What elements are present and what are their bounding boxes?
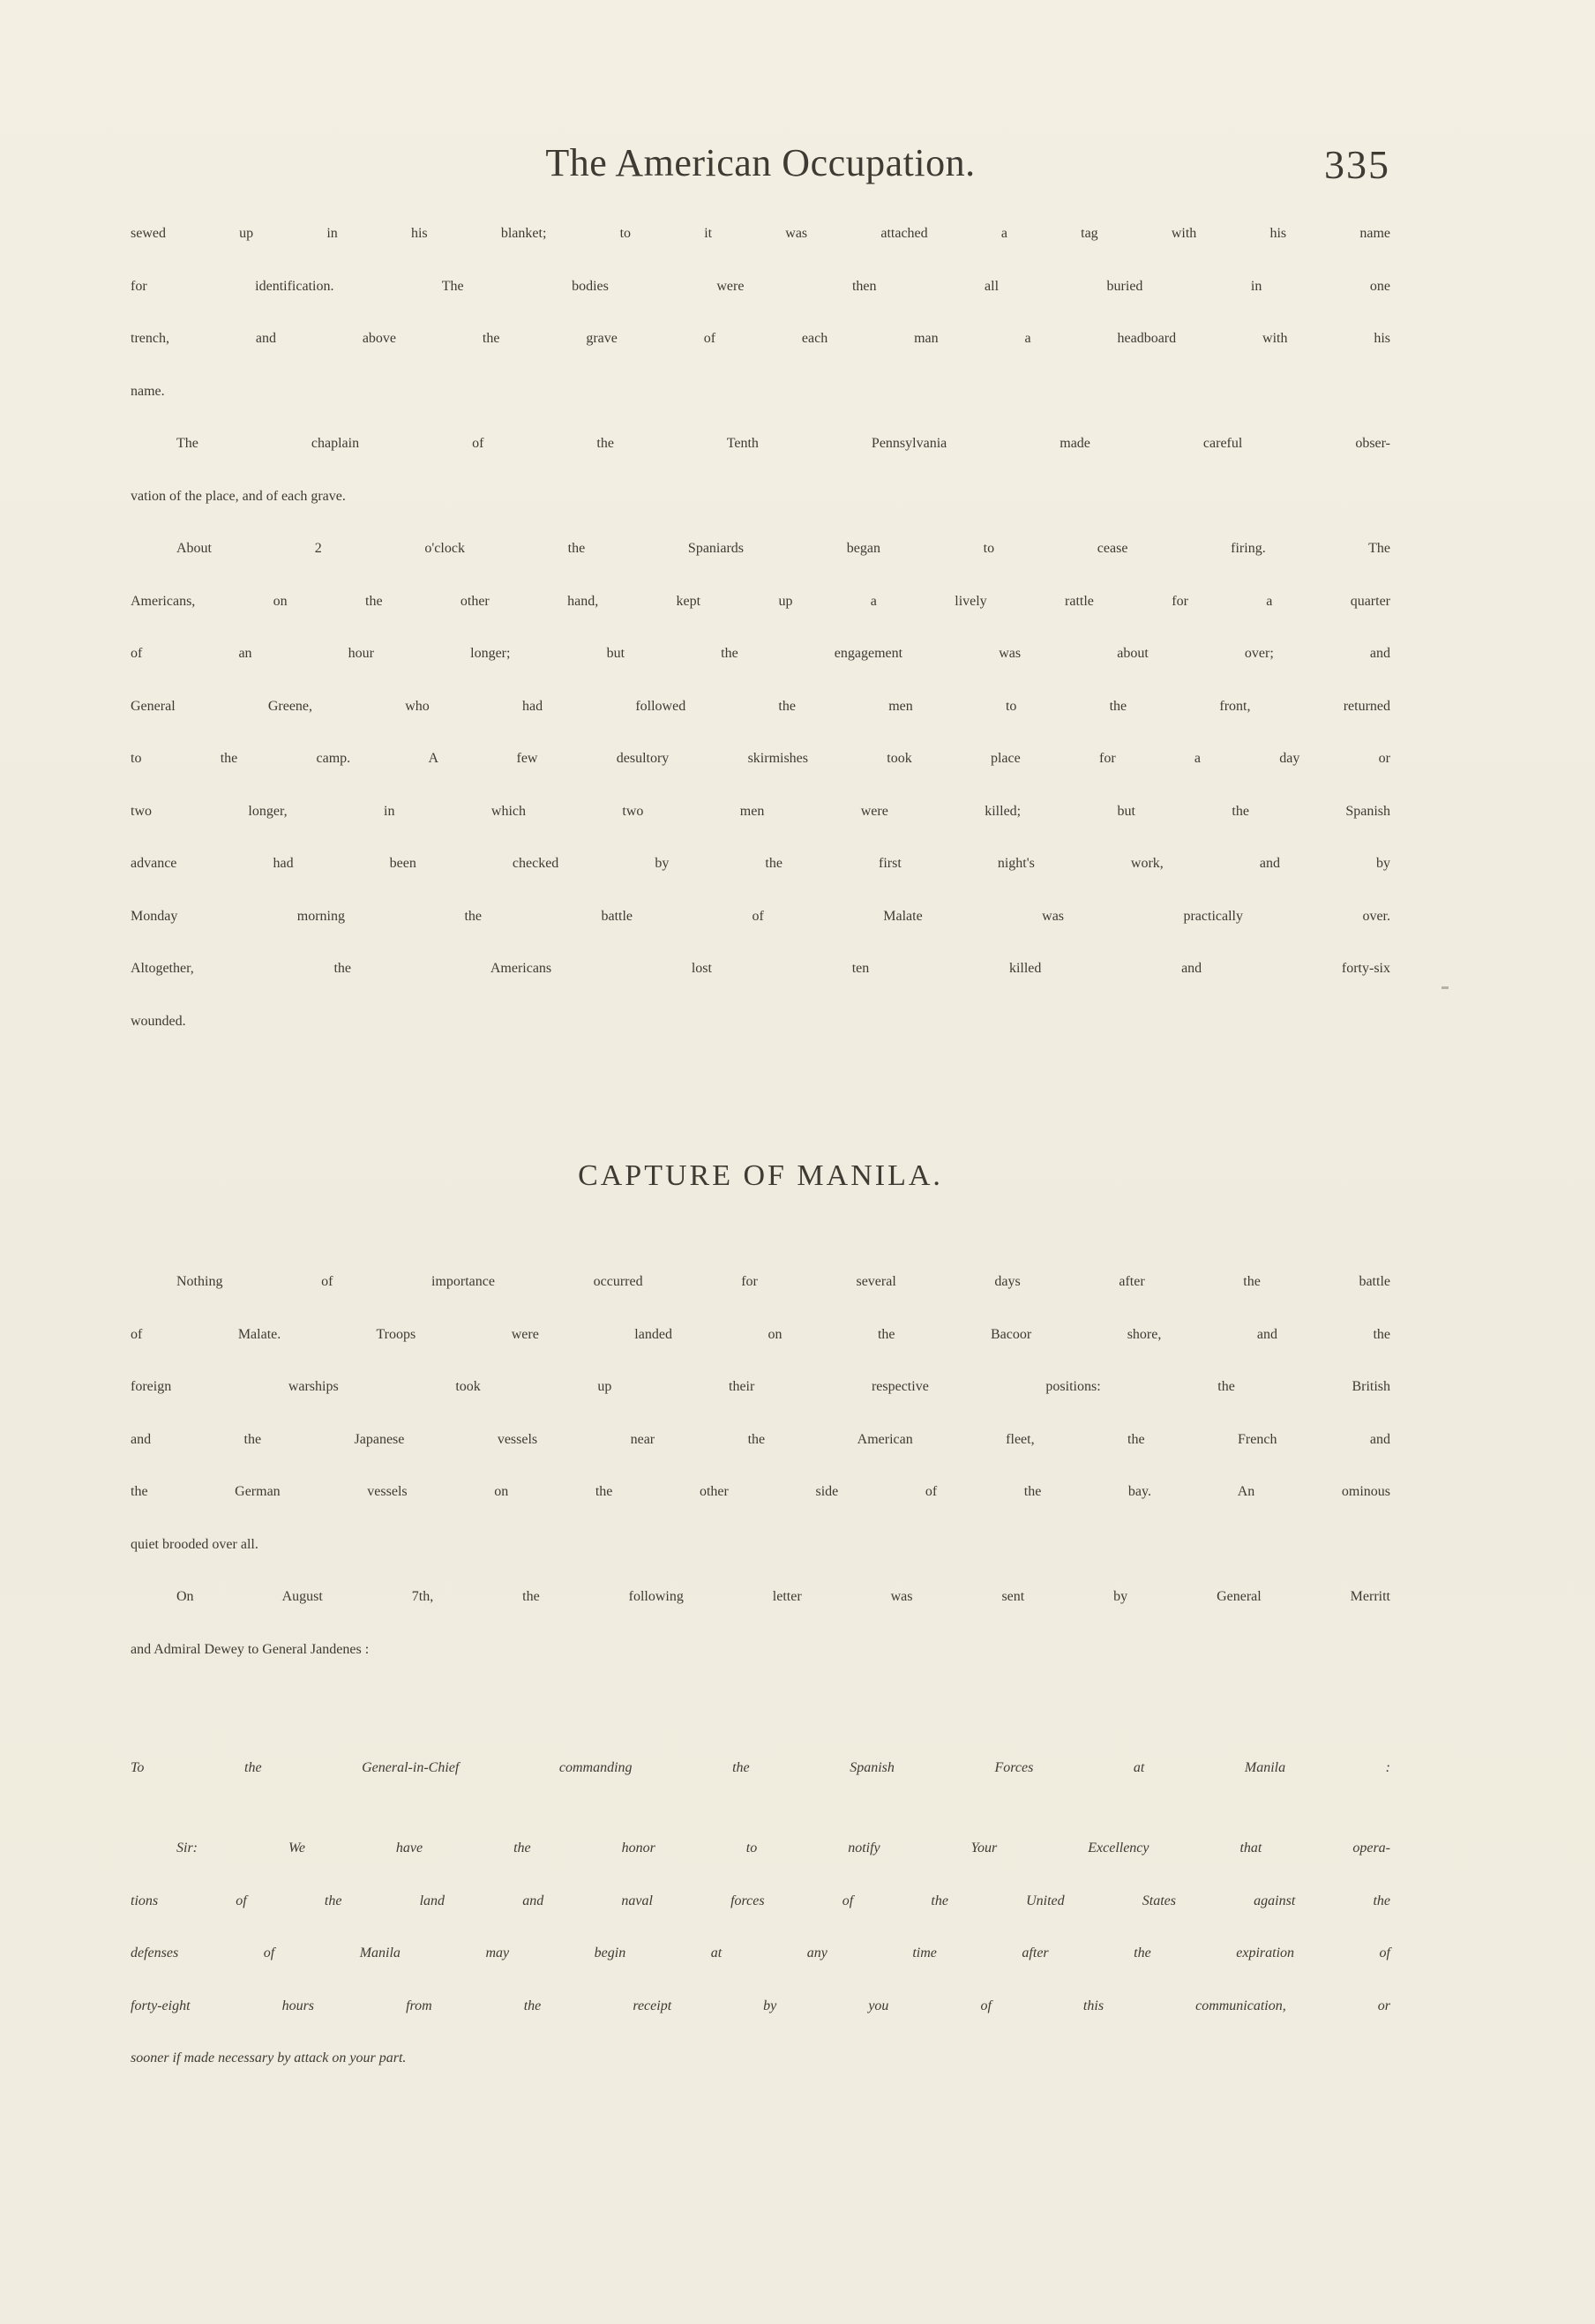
text-line: vation of the place, and of each grave. [131, 488, 346, 504]
text-line: for identification. The bodies were then all buried in one [131, 278, 1390, 294]
text-line: About 2 o'clock the Spaniards began to cease firing. The [176, 541, 1390, 556]
text-line: sewed up in his blanket; to it was attached a tag with his name [131, 226, 1390, 241]
text-line: and Admiral Dewey to General Jandenes : [131, 1641, 370, 1657]
letter-body-block [131, 1840, 1390, 2103]
text-line: of Malate. Troops were landed on the Bacoor shore, and the [131, 1326, 1390, 1342]
text-line: Nothing of importance occurred for several days after the battle [176, 1274, 1390, 1289]
text-line: and the Japanese vessels near the American fleet, the French and [131, 1431, 1390, 1447]
text-line: quiet brooded over all. [131, 1536, 258, 1552]
letter-salutation: To the General-in-Chief commanding the Spanish Forces at Manila : [131, 1760, 1390, 1775]
letter-salutation-block [131, 1760, 1390, 1813]
running-title: The American Occupation. [545, 141, 976, 184]
text-line: trench, and above the grave of each man a headboard with his [131, 331, 1390, 346]
letter-line: tions of the land and naval forces of the United States against the [131, 1893, 1390, 1908]
text-line: to the camp. A few desultory skirmishes took place for a day or [131, 751, 1390, 766]
page-number: 335 [1324, 142, 1390, 187]
text-line: The chaplain of the Tenth Pennsylvania made careful obser- [176, 436, 1390, 451]
letter-line: Sir: We have the honor to notify Your Excellency that opera- [176, 1840, 1390, 1855]
stray-ink-mark [1441, 986, 1449, 989]
text-line: two longer, in which two men were killed; but the Spanish [131, 803, 1390, 819]
text-line: Monday morning the battle of Malate was practically over. [131, 908, 1390, 924]
letter-line: sooner if made necessary by attack on your part. [131, 2050, 407, 2065]
text-line: of an hour longer; but the engagement was about over; and [131, 646, 1390, 661]
text-line: General Greene, who had followed the men to the front, returned [131, 698, 1390, 714]
letter-line: defenses of Manila may begin at any time after the expiration of [131, 1945, 1390, 1960]
letter-line: forty-eight hours from the receipt by you of this communication, or [131, 1998, 1390, 2013]
body-text-block-2 [131, 1274, 1390, 1694]
running-head [131, 132, 1390, 194]
text-line: advance had been checked by the first night's work, and by [131, 856, 1390, 871]
section-heading: CAPTURE OF MANILA. [578, 1159, 943, 1192]
text-line: wounded. [131, 1013, 186, 1029]
text-line: Altogether, the Americans lost ten killed and forty-six [131, 961, 1390, 976]
body-text-block-1 [131, 226, 1390, 1066]
text-line: On August 7th, the following letter was sent by General Merritt [176, 1589, 1390, 1604]
text-line: Americans, on the other hand, kept up a lively rattle for a quarter [131, 593, 1390, 609]
text-line: the German vessels on the other side of the bay. An ominous [131, 1484, 1390, 1499]
text-line: name. [131, 383, 165, 399]
text-line: foreign warships took up their respective positions: the British [131, 1379, 1390, 1394]
